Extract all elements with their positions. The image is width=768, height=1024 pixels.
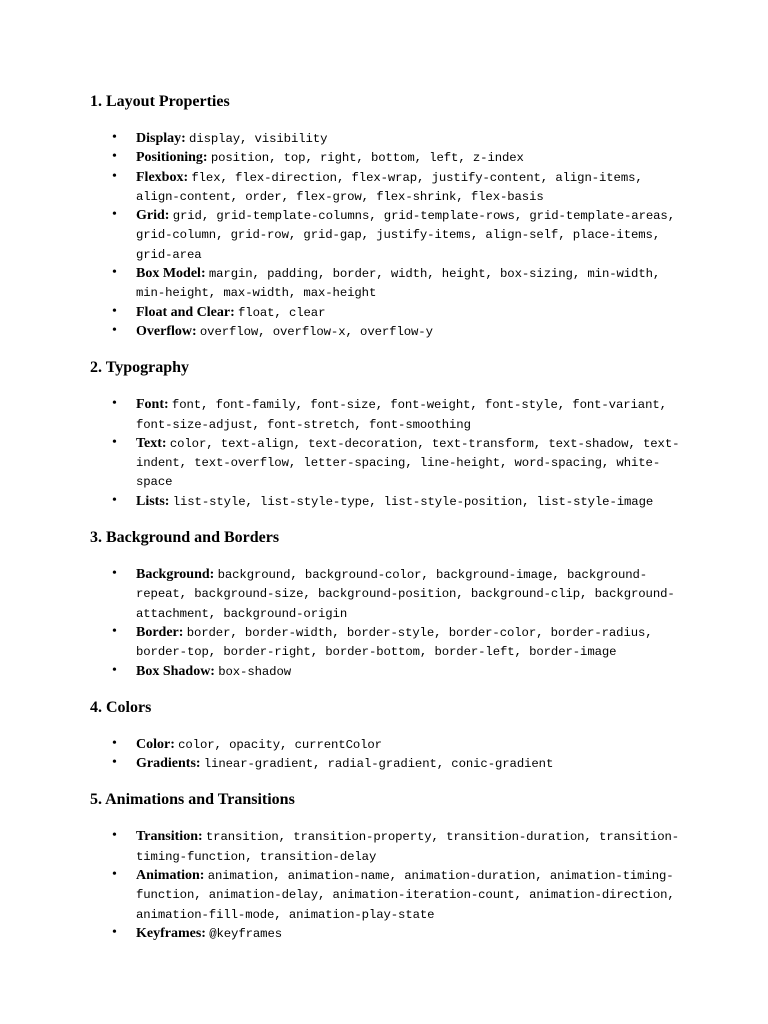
bullet-icon: •	[112, 623, 117, 639]
property-list: overflow, overflow-x, overflow-y	[199, 324, 433, 339]
property-list: position, top, right, bottom, left, z-index	[210, 151, 524, 166]
bullet-list	[90, 735, 690, 774]
list-item	[90, 206, 681, 264]
list-item	[90, 303, 681, 322]
bullet-icon: •	[112, 867, 117, 883]
bullet-icon: •	[112, 924, 117, 940]
item-label: Animation:	[136, 868, 205, 884]
item-label: Font:	[136, 397, 169, 413]
item-label: Transition:	[136, 829, 203, 845]
section-heading: 5. Animations and Transitions	[90, 791, 295, 809]
bullet-icon: •	[112, 303, 117, 319]
bullet-icon: •	[112, 207, 117, 223]
section-heading: 4. Colors	[90, 698, 152, 716]
item-label: Gradients:	[136, 756, 201, 772]
list-item	[90, 322, 681, 341]
bullet-list	[90, 129, 690, 341]
bullet-icon: •	[112, 168, 117, 184]
item-label: Keyframes:	[136, 925, 206, 941]
bullet-icon: •	[112, 662, 117, 678]
property-list: background, background-color, background-image, background-repeat, background-size, background-position, background-clip, background-attachment, background-origin	[136, 568, 675, 621]
list-item	[90, 827, 681, 866]
item-label: Positioning:	[136, 150, 208, 166]
item-label: Flexbox:	[136, 169, 189, 185]
item-label: Box Model:	[136, 266, 206, 282]
bullet-icon: •	[112, 755, 117, 771]
property-list: color, opacity, currentColor	[178, 737, 382, 752]
list-item	[90, 492, 681, 511]
property-list: transition, transition-property, transition-duration, transition-timing-function, transition-delay	[136, 830, 680, 864]
bullet-icon: •	[112, 492, 117, 508]
list-item	[90, 395, 681, 434]
item-label: Background:	[136, 567, 215, 583]
bullet-icon: •	[112, 828, 117, 844]
bullet-icon: •	[112, 130, 117, 145]
section-heading: 2. Typography	[90, 359, 189, 377]
property-list: color, text-align, text-decoration, text-transform, text-shadow, text-indent, text-overflow, letter-spacing, line-height, word-spacing, white-space	[136, 436, 680, 490]
bullet-icon: •	[112, 149, 117, 165]
property-list: flex, flex-direction, flex-wrap, justify-content, align-items, align-content, order, flex-grow, flex-shrink, flex-basis	[136, 170, 643, 204]
bullet-icon: •	[112, 396, 117, 412]
property-list: font, font-family, font-size, font-weight, font-style, font-variant, font-size-adjust, font-stretch, font-smoothing	[136, 398, 667, 432]
bullet-list	[90, 395, 690, 511]
list-item	[90, 168, 681, 207]
list-item	[90, 264, 681, 303]
bullet-icon: •	[112, 322, 117, 338]
property-list: box-shadow	[218, 664, 292, 679]
item-label: Overflow:	[136, 323, 197, 339]
list-item	[90, 565, 681, 623]
property-list: linear-gradient, radial-gradient, conic-gradient	[203, 757, 554, 772]
section-heading: 3. Background and Borders	[90, 529, 280, 547]
property-list: grid, grid-template-columns, grid-template-rows, grid-template-areas, grid-column, grid-row, grid-gap, justify-items, align-self, place-items, grid-area	[136, 209, 675, 262]
list-item	[90, 924, 681, 943]
bullet-list	[90, 827, 690, 943]
item-label: Lists:	[136, 493, 170, 509]
item-label: Box Shadow:	[136, 663, 215, 679]
document-body	[90, 92, 690, 960]
list-item	[90, 623, 681, 662]
item-label: Border:	[136, 624, 184, 640]
property-list: border, border-width, border-style, border-color, border-radius, border-top, border-right, border-bottom, border-left, border-image	[136, 625, 653, 660]
bullet-icon: •	[112, 566, 117, 582]
list-item	[90, 866, 681, 924]
bullet-list	[90, 565, 690, 681]
bullet-icon: •	[112, 434, 117, 450]
item-label: Color:	[136, 736, 175, 752]
bullet-icon: •	[112, 265, 117, 281]
item-label: Float and Clear:	[136, 304, 235, 320]
item-label: Text:	[136, 435, 167, 451]
list-item	[90, 148, 681, 167]
property-list: float, clear	[238, 305, 326, 320]
list-item	[90, 662, 681, 681]
list-item	[90, 735, 681, 754]
bullet-icon: •	[112, 735, 117, 751]
list-item	[90, 129, 681, 148]
item-label: Grid:	[136, 208, 170, 224]
section-heading: 1. Layout Properties	[90, 93, 230, 110]
property-list: display, visibility	[189, 132, 328, 146]
list-item	[90, 434, 681, 492]
list-item	[90, 754, 681, 773]
item-label: Display:	[136, 131, 186, 146]
property-list: list-style, list-style-type, list-style-position, list-style-image	[172, 494, 654, 509]
property-list: animation, animation-name, animation-duration, animation-timing-function, animation-delay, animation-iteration-count, animation-direction, animation-fill-mode, animation-play-state	[136, 869, 675, 922]
property-list: @keyframes	[209, 926, 283, 941]
property-list: margin, padding, border, width, height, box-sizing, min-width, min-height, max-width, max-height	[136, 267, 661, 301]
